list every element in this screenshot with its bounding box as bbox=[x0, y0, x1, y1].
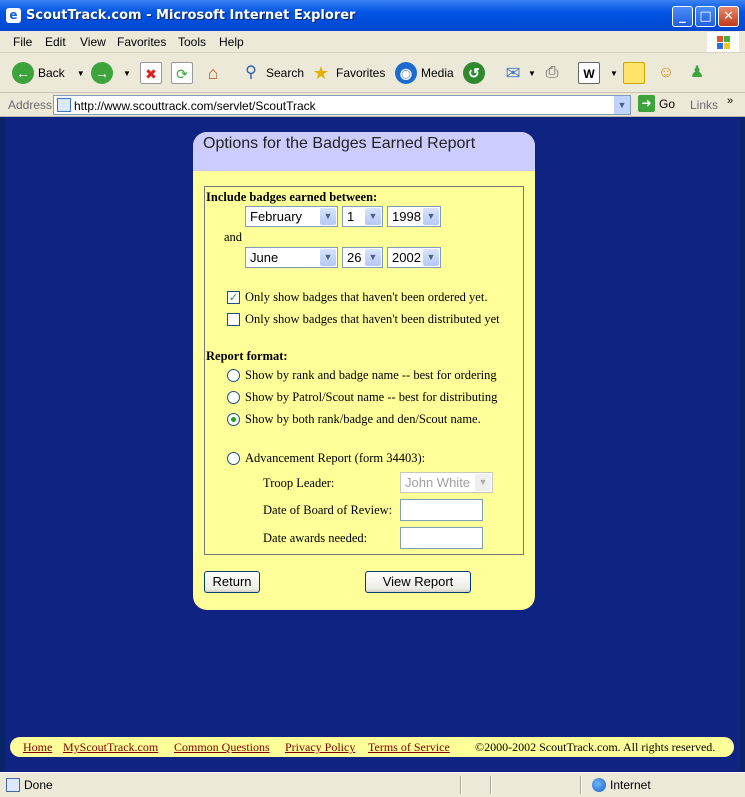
back-label: Back bbox=[38, 66, 65, 80]
favorites-label: Favorites bbox=[336, 66, 386, 80]
mail-button[interactable] bbox=[502, 60, 536, 86]
to-day-select[interactable]: 26 ▼ bbox=[342, 247, 383, 268]
awards-needed-input[interactable] bbox=[400, 527, 483, 549]
toolbar bbox=[0, 53, 745, 93]
format-both-radio[interactable] bbox=[227, 413, 240, 426]
menu-file[interactable]: File bbox=[13, 35, 33, 49]
from-year-select[interactable]: 1998 ▼ bbox=[387, 206, 441, 227]
awards-needed-label: Date awards needed: bbox=[263, 531, 368, 545]
window-title: ScoutTrack.com - Microsoft Internet Explorer bbox=[26, 8, 356, 23]
stop-button[interactable] bbox=[140, 60, 162, 86]
forward-arrow-icon: → bbox=[91, 62, 113, 84]
go-label: Go bbox=[659, 96, 676, 111]
format-both-label: Show by both rank/badge and den/Scout name. bbox=[245, 412, 481, 426]
links-chevron-icon[interactable]: » bbox=[727, 95, 734, 107]
page-content bbox=[5, 117, 740, 772]
smiley-icon: ☺ bbox=[657, 64, 675, 81]
go-arrow-icon: ➜ bbox=[638, 95, 655, 112]
messenger-button[interactable] bbox=[655, 60, 677, 86]
footer-bar bbox=[10, 737, 734, 757]
internet-globe-icon bbox=[592, 778, 606, 792]
history-button[interactable] bbox=[463, 60, 485, 86]
board-review-label: Date of Board of Review: bbox=[263, 503, 393, 517]
search-button[interactable] bbox=[240, 60, 304, 86]
chevron-down-icon: ▼ bbox=[320, 249, 336, 266]
format-patrol-radio[interactable] bbox=[227, 391, 240, 404]
report-options-panel bbox=[193, 132, 535, 610]
maximize-button[interactable]: □ bbox=[695, 6, 716, 27]
board-review-input[interactable] bbox=[400, 499, 483, 521]
edit-word-button[interactable] bbox=[578, 60, 618, 86]
refresh-button[interactable] bbox=[171, 60, 193, 86]
return-button[interactable]: Return bbox=[204, 571, 260, 593]
to-year-select[interactable]: 2002 ▼ bbox=[387, 247, 441, 268]
back-arrow-icon: ← bbox=[12, 62, 34, 84]
menu-bar bbox=[0, 31, 745, 53]
discuss-button[interactable] bbox=[623, 60, 645, 86]
footer-link-myscouttrack[interactable]: MyScoutTrack.com bbox=[63, 740, 159, 754]
status-divider bbox=[580, 776, 582, 794]
status-bar bbox=[0, 772, 745, 797]
advancement-label: Advancement Report (form 34403): bbox=[245, 451, 426, 465]
address-bar bbox=[0, 93, 745, 117]
menu-edit[interactable]: Edit bbox=[45, 35, 66, 49]
troop-leader-label: Troop Leader: bbox=[263, 476, 335, 490]
favorites-button[interactable] bbox=[310, 60, 385, 86]
edit-dropdown-icon[interactable]: ▼ bbox=[610, 68, 618, 78]
footer-link-terms-of-service[interactable]: Terms of Service bbox=[368, 740, 450, 754]
print-icon: ⎙ bbox=[545, 64, 559, 81]
format-rank-label: Show by rank and badge name -- best for ordering bbox=[245, 368, 497, 382]
address-input[interactable] bbox=[53, 95, 631, 115]
people-icon: ♟ bbox=[689, 64, 705, 81]
forward-dropdown-icon[interactable]: ▼ bbox=[123, 68, 131, 78]
format-label: Report format: bbox=[206, 349, 288, 363]
title-bar bbox=[0, 0, 745, 31]
not-ordered-checkbox[interactable]: ✓ bbox=[228, 291, 239, 304]
back-dropdown-icon[interactable]: ▼ bbox=[76, 68, 85, 78]
not-distributed-checkbox[interactable] bbox=[227, 313, 240, 326]
address-dropdown-icon[interactable]: ▼ bbox=[614, 96, 630, 114]
menu-favorites[interactable]: Favorites bbox=[117, 35, 167, 49]
refresh-icon: ⟳ bbox=[171, 62, 193, 84]
address-label: Address bbox=[8, 98, 53, 112]
favorites-star-icon: ★ bbox=[312, 63, 330, 83]
media-icon: ◉ bbox=[395, 62, 417, 84]
print-button[interactable] bbox=[541, 60, 563, 86]
home-button[interactable] bbox=[202, 60, 224, 86]
stop-icon: ✖ bbox=[140, 62, 162, 84]
footer-link-home[interactable]: Home bbox=[23, 740, 53, 754]
footer-link-common-questions[interactable]: Common Questions bbox=[174, 740, 270, 754]
status-divider bbox=[460, 776, 462, 794]
format-patrol-label: Show by Patrol/Scout name -- best for distributing bbox=[245, 390, 498, 404]
home-icon: ⌂ bbox=[207, 63, 219, 83]
panel-header: Options for the Badges Earned Report bbox=[193, 132, 535, 171]
history-icon: ↺ bbox=[463, 62, 485, 84]
status-divider bbox=[490, 776, 492, 794]
menu-tools[interactable]: Tools bbox=[178, 35, 207, 49]
view-report-button[interactable]: View Report bbox=[365, 571, 471, 593]
footer-link-privacy-policy[interactable]: Privacy Policy bbox=[285, 740, 356, 754]
security-zone: Internet bbox=[610, 778, 651, 792]
format-rank-radio[interactable] bbox=[227, 369, 240, 382]
media-label: Media bbox=[421, 66, 454, 80]
mail-icon: ✉ bbox=[505, 63, 521, 83]
ie-icon: e bbox=[6, 8, 21, 23]
word-icon: W bbox=[578, 62, 600, 84]
chevron-down-icon: ▼ bbox=[320, 208, 336, 225]
close-button[interactable]: ✕ bbox=[718, 6, 739, 27]
options-box bbox=[204, 186, 524, 555]
windows-logo-icon bbox=[707, 32, 739, 52]
media-button[interactable] bbox=[395, 60, 454, 86]
from-month-select[interactable]: February ▼ bbox=[245, 206, 338, 227]
search-label: Search bbox=[266, 66, 305, 80]
go-button[interactable] bbox=[638, 95, 675, 112]
include-label: Include badges earned between: bbox=[206, 190, 378, 204]
status-text: Done bbox=[24, 778, 53, 792]
advancement-radio[interactable] bbox=[227, 452, 240, 465]
forward-button[interactable] bbox=[91, 60, 131, 86]
mail-dropdown-icon[interactable]: ▼ bbox=[528, 68, 536, 78]
chevron-down-icon: ▼ bbox=[423, 249, 439, 266]
address-url: http://www.scouttrack.com/servlet/ScoutTrack bbox=[74, 99, 316, 113]
chevron-down-icon: ▼ bbox=[475, 474, 491, 491]
troop-leader-select[interactable]: John White ▼ bbox=[400, 472, 493, 493]
to-month-select[interactable]: June ▼ bbox=[245, 247, 338, 268]
page-icon bbox=[57, 98, 71, 112]
and-label: and bbox=[224, 230, 243, 244]
contacts-button[interactable] bbox=[686, 60, 708, 86]
note-icon bbox=[623, 62, 645, 84]
not-ordered-label: Only show badges that haven't been ordered yet. bbox=[245, 290, 488, 304]
from-day-select[interactable]: 1 ▼ bbox=[342, 206, 383, 227]
menu-help[interactable]: Help bbox=[219, 35, 244, 49]
not-distributed-label: Only show badges that haven't been distributed yet bbox=[245, 312, 500, 326]
chevron-down-icon: ▼ bbox=[365, 208, 381, 225]
links-button[interactable]: Links bbox=[690, 98, 719, 112]
chevron-down-icon: ▼ bbox=[365, 249, 381, 266]
search-icon: ⚲ bbox=[245, 64, 257, 81]
copyright-text: ©2000-2002 ScoutTrack.com. All rights reserved. bbox=[475, 740, 716, 754]
page-status-icon bbox=[6, 778, 20, 792]
minimize-button[interactable]: _ bbox=[672, 6, 693, 27]
menu-view[interactable]: View bbox=[80, 35, 106, 49]
chevron-down-icon: ▼ bbox=[423, 208, 439, 225]
back-button[interactable] bbox=[12, 60, 85, 86]
